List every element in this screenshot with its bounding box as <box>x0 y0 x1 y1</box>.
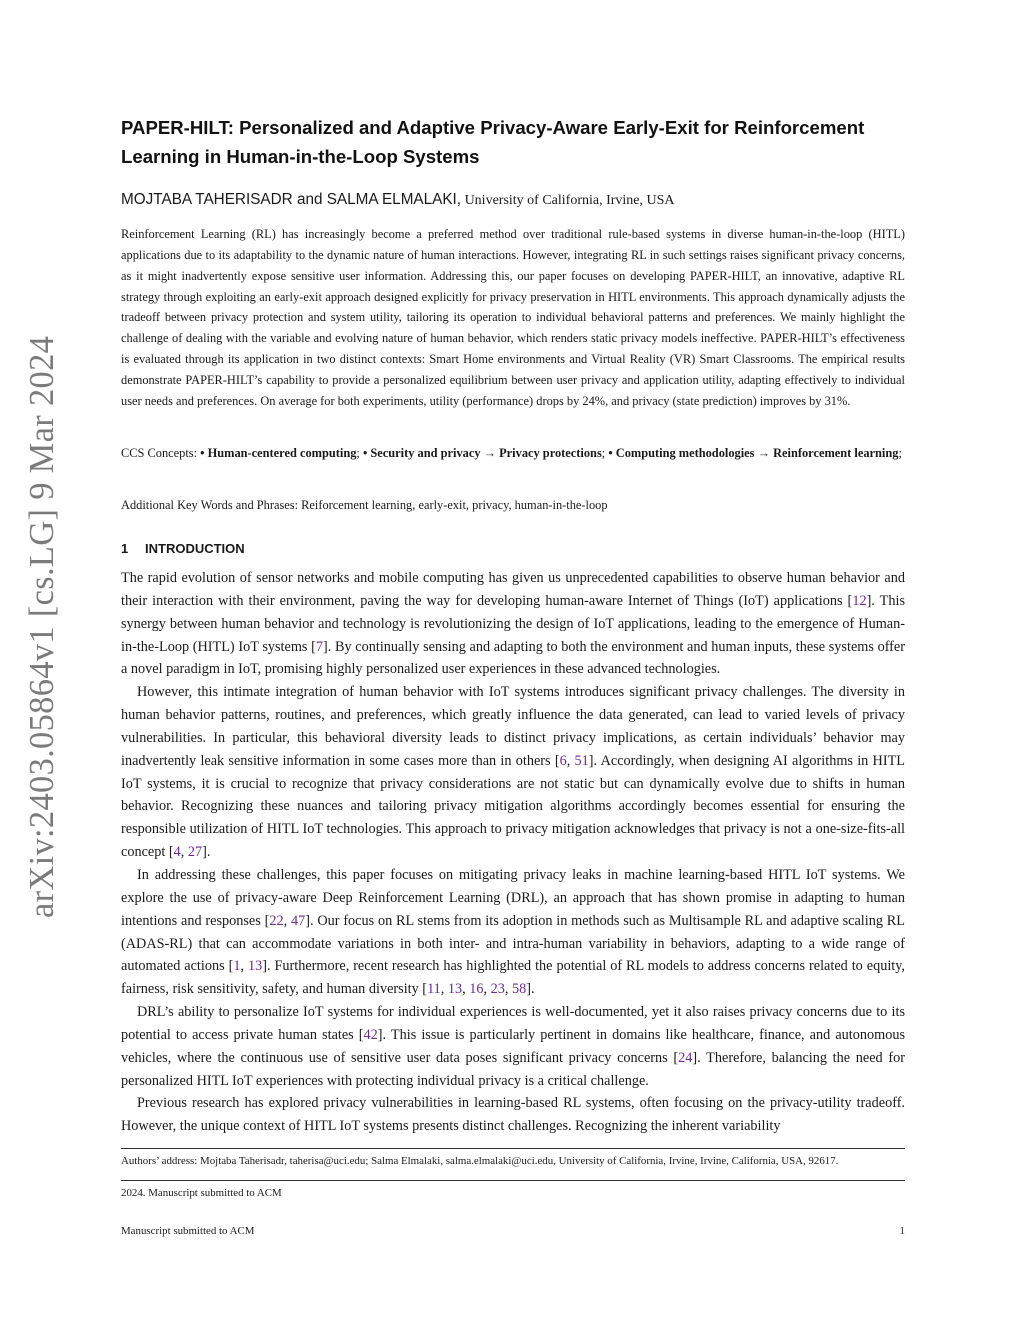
author-names: MOJTABA TAHERISADR and SALMA ELMALAKI, <box>121 191 462 208</box>
citation-link[interactable]: 23 <box>490 981 505 998</box>
paragraph: The rapid evolution of sensor networks and mobile computing has given us unprecedented capabilities to observe human behavior and their interaction with their environment, paving the way for developing human-aware Internet of Things (IoT) applications [12]. This synergy between human behavior and technology is revolutionizing the design of IoT applications, leading to the emergence of Human-in-the-Loop (HITL) IoT systems [7]. By continually sensing and adapting to both the environment and human inputs, these systems offer a novel paradigm in IoT, promising highly personalized user experiences in these advanced technologies. <box>121 570 905 678</box>
author-line <box>121 188 905 213</box>
keywords: Additional Key Words and Phrases: Reiforcement learning, early-exit, privacy, human-in-the-loop <box>121 498 608 512</box>
citation-link[interactable]: 1 <box>233 958 241 975</box>
citation-link[interactable]: 6 <box>559 752 567 769</box>
footer-text: Manuscript submitted to ACM <box>121 1225 255 1237</box>
section-title: INTRODUCTION <box>145 541 245 556</box>
paragraph: However, this intimate integration of human behavior with IoT systems introduces significant privacy challenges. The diversity in human behavior patterns, routines, and preferences, which greatly influence the data generated, can lead to varied levels of privacy vulnerabilities. In particular, this behavioral diversity leads to distinct privacy implications, as certain individuals’ behavior may inadvertently leak sensitive information in some cases more than in others [6, 51]. Accordingly, when designing AI algorithms in HITL IoT systems, it is crucial to recognize that privacy considerations are not static but can dynamically evolve due to shifts in human behavior. Recognizing these nuances and tailoring privacy mitigation algorithms accordingly becomes essential for ensuring the responsible utilization of HITL IoT technologies. This approach to privacy mitigation acknowledges that privacy is not a one-size-fits-all concept [4, 27]. <box>121 684 905 861</box>
manuscript-note: 2024. Manuscript submitted to ACM <box>121 1187 282 1199</box>
citation-link[interactable]: 22 <box>269 912 284 929</box>
section-heading <box>121 539 905 559</box>
footnote-divider <box>121 1180 905 1181</box>
citation-link[interactable]: 42 <box>363 1026 378 1043</box>
citation-link[interactable]: 27 <box>187 844 203 861</box>
authors-address: Authors’ address: Mojtaba Taherisadr, taherisa@uci.edu; Salma Elmalaki, salma.elmalaki@uci.edu, University of California, Irvine, Irvine, California, USA, 92617. <box>121 1155 839 1167</box>
paper-title: PAPER-HILT: Personalized and Adaptive Privacy-Aware Early-Exit for Reinforcement Learning in Human-in-the-Loop Systems <box>121 117 865 167</box>
ccs-concept: • Security and privacy → Privacy protections <box>362 446 602 460</box>
citation-link[interactable]: 12 <box>852 592 867 609</box>
citation-link[interactable]: 4 <box>173 844 181 861</box>
citation-link[interactable]: 47 <box>290 912 306 929</box>
section-number: 1 <box>121 541 129 556</box>
ccs-concept: • Computing methodologies → Reinforcement learning <box>608 446 899 460</box>
author-affiliation: University of California, Irvine, USA <box>461 193 675 208</box>
abstract: Reinforcement Learning (RL) has increasingly become a preferred method over traditional rule-based systems in diverse human-in-the-loop (HITL) applications due to its adaptability to the dynamic nature of human interactions. However, integrating RL in such settings raises significant privacy concerns, as it might inadvertently expose sensitive user information. Addressing this, our paper focuses on developing PAPER-HILT, an innovative, adaptive RL strategy through exploiting an early-exit approach designed explicitly for privacy preservation in HITL environments. This approach dynamically adjusts the tradeoff between privacy protection and system utility, tailoring its operation to individual behavioral patterns and preferences. We mainly highlight the challenge of dealing with the variable and evolving nature of human behavior, which renders static privacy models ineffective. PAPER-HILT’s effectiveness is evaluated through its application in two distinct contexts: Smart Home environments and Virtual Reality (VR) Smart Classrooms. The empirical results demonstrate PAPER-HILT’s capability to provide a personalized equilibrium between user privacy and application utility, adapting effectively to individual user needs and preferences. On average for both experiments, utility (performance) drops by 24%, and privacy (state prediction) improves by 31%. <box>121 227 905 408</box>
paragraph: DRL’s ability to personalize IoT systems for individual experiences is well-documented, yet it also raises privacy concerns due to its potential to access private human states [42]. This issue is particularly pertinent in domains like healthcare, finance, and autonomous vehicles, where the continuous use of sensitive user data poses significant privacy concerns [24]. Therefore, balancing the need for personalized HITL IoT experiences with protecting individual privacy is a critical challenge. <box>121 1004 905 1089</box>
citation-link[interactable]: 13 <box>447 981 463 998</box>
ccs-label: CCS Concepts: <box>121 446 201 460</box>
page-footer <box>121 1223 905 1239</box>
paragraph: In addressing these challenges, this paper focuses on mitigating privacy leaks in machine learning-based HITL IoT systems. We explore the use of privacy-aware Deep Reinforcement Learning (DRL), an approach that has shown promise in adapting to human intentions and responses [22, 47]. Our focus on RL stems from its adoption in methods such as Multisample RL and adaptive scaling RL (ADAS-RL) that can accommodate variations in both inter- and intra-human variability in behaviors, adapting to a wide range of automated actions [1, 13]. Furthermore, recent research has highlighted the potential of RL models to address concerns related to equity, fairness, risk sensitivity, safety, and human diversity [11, 13, 16, 23, 58]. <box>121 866 905 998</box>
ccs-concept: • Human-centered computing <box>200 446 357 460</box>
citation-link[interactable]: 13 <box>247 958 263 975</box>
citation-link[interactable]: 24 <box>678 1049 693 1066</box>
citation-link[interactable]: 7 <box>315 638 324 655</box>
citation-link[interactable]: 58 <box>512 981 527 998</box>
citation-link[interactable]: 11 <box>427 981 441 998</box>
citation-link[interactable]: 16 <box>469 981 484 998</box>
arxiv-sidebar-stamp: arXiv:2403.05864v1 [cs.LG] 9 Mar 2024 <box>23 335 61 918</box>
citation-link[interactable]: 51 <box>574 752 589 769</box>
paragraph: Previous research has explored privacy vulnerabilities in learning-based RL systems, often focusing on the privacy-utility tradeoff. However, the unique context of HITL IoT systems presents distinct challenges. Recognizing the inherent variability <box>121 1095 905 1135</box>
footnote-divider <box>121 1148 905 1149</box>
ccs-concepts: CCS Concepts: • Human-centered computing; • Security and privacy → Privacy protections; • Computing methodologies → Reinforcement learning; <box>121 446 902 460</box>
body-text <box>121 567 905 1138</box>
page-number: 1 <box>899 1225 905 1237</box>
